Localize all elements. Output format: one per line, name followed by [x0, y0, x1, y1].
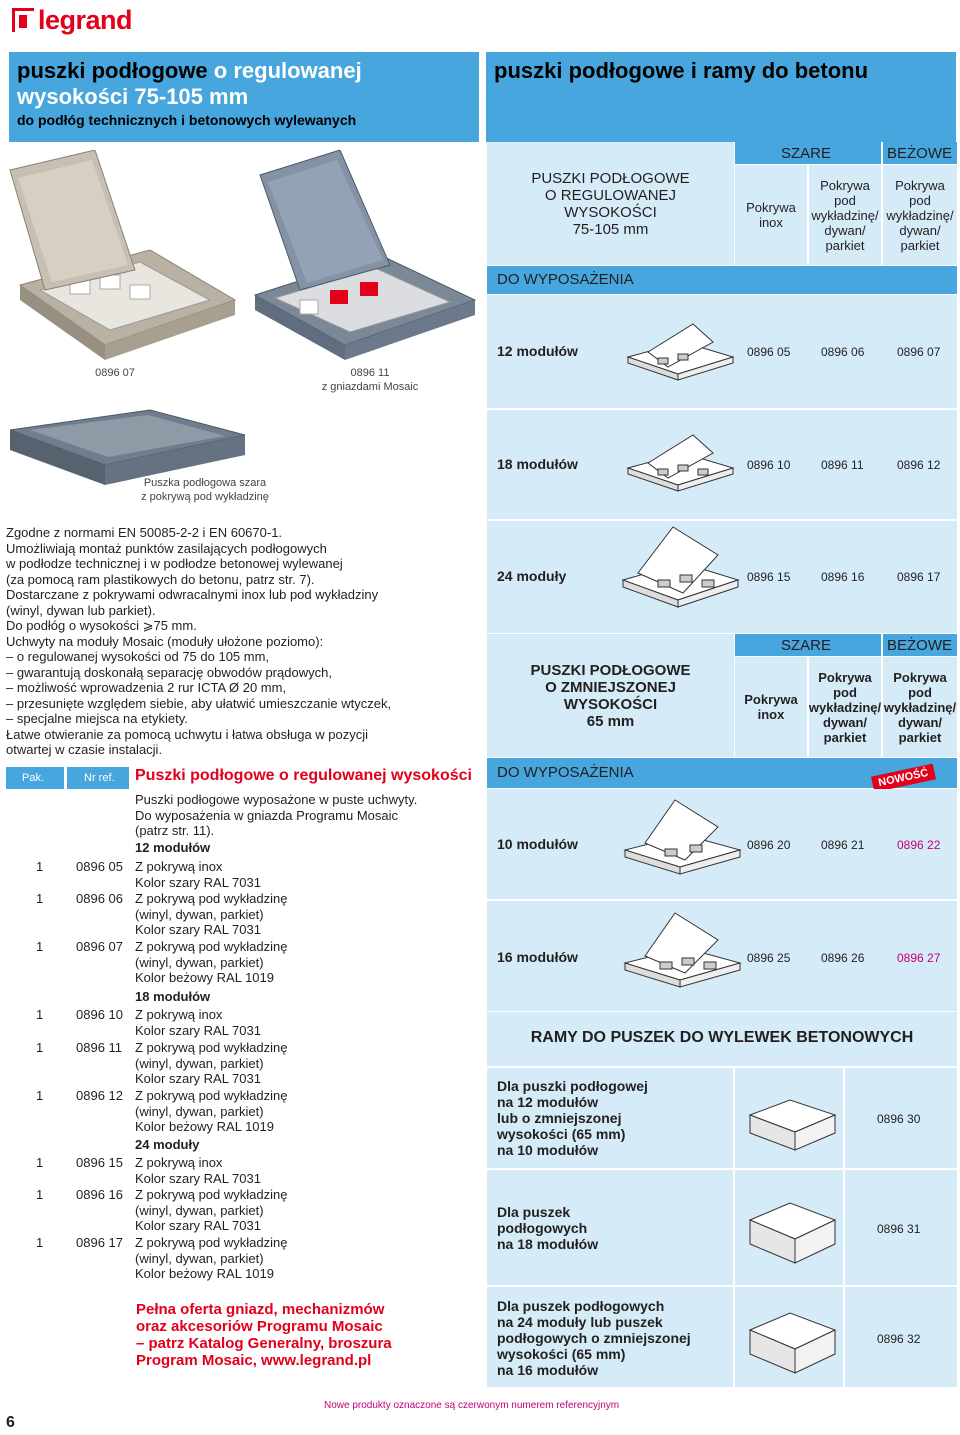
- box-10-drawing: [620, 795, 745, 890]
- list-ref-089607: 0896 07: [76, 939, 123, 954]
- header-left-title-black: puszki podłogowe: [17, 58, 208, 83]
- group-12-header: 12 modułów: [135, 840, 211, 855]
- group-18-header: 18 modułów: [135, 989, 211, 1004]
- list-title: Puszki podłogowe o regulowanej wysokości: [135, 767, 472, 784]
- table1-row2-ref1: 0896 10: [747, 458, 791, 472]
- box-16-drawing: [620, 908, 745, 1003]
- table3-title: RAMY DO PUSZEK DO WYLEWEK BETONOWYCH: [530, 1029, 914, 1046]
- table1-title: PUSZKI PODŁOGOWE O REGULOWANEJ WYSOKOŚCI 75-105 mm: [531, 169, 690, 238]
- photo3-caption-1: Puszka podłogowa szara: [143, 477, 267, 489]
- table1-row3-label: 24 moduły: [497, 568, 567, 584]
- table2-row1-ref3: 0896 22: [897, 838, 941, 852]
- col-pak-header: Pak.: [22, 772, 45, 784]
- table2-grey-label: SZARE: [780, 636, 831, 654]
- floor-box-beige-photo: [0, 150, 240, 360]
- list-ref-089611: 0896 11: [76, 1040, 123, 1055]
- list-ref-089615: 0896 15: [76, 1155, 123, 1170]
- new-badge: NOWOŚĆ: [871, 764, 936, 793]
- box-12-drawing: [623, 322, 738, 382]
- table2-col-pod-grey: Pokrywa pod wykładzinę/ dywan/ parkiet: [808, 669, 882, 745]
- frame-18-drawing: [745, 1185, 840, 1270]
- table1-grey-label: SZARE: [780, 144, 831, 162]
- table1-row3-ref1: 0896 15: [747, 570, 791, 584]
- table1-equip-label: DO WYPOSAŻENIA: [497, 271, 634, 288]
- photo2-caption-desc: z gniazdami Mosaic: [321, 381, 419, 393]
- photo3-caption-2: z pokrywą pod wykładzinę: [141, 491, 269, 503]
- header-right-title: puszki podłogowe i ramy do betonu: [494, 58, 869, 83]
- header-left: [9, 52, 479, 142]
- photo2-caption-ref: 0896 11: [350, 367, 390, 379]
- photo1-caption: 0896 07: [95, 367, 135, 379]
- table1-row2-label: 18 modułów: [497, 456, 578, 472]
- table2-row2-label: 16 modułów: [497, 949, 578, 965]
- table2-row1-ref1: 0896 20: [747, 838, 791, 852]
- list-ref-089605: 0896 05: [76, 859, 123, 874]
- table3-row3-ref: 0896 32: [877, 1332, 921, 1346]
- box-24-drawing: [618, 525, 743, 625]
- description: Zgodne z normami EN 50085-2-2 i EN 60670-1. Umożliwiają montaż punktów zasilających podłogowych w podłodze technicznej i w podłodze betonowej wylewanej (za pomocą ram plastikowych do betonu, patrz str. 7). Dostarczane z pokrywami odwracalnymi inox lub pod wykładziny (winyl, dywan lub parkiet). Do podłóg o wysokości ⩾75 mm. Uchwyty na moduły Mosaic (moduły ułożone poziomo): – o regulowanej wysokości od 75 do 105 mm, – gwarantują doskonałą separację obwodów prądowych, – możliwość wprowadzenia 2 rur ICTA Ø 20 mm, – przesunięte względem siebie, aby ułatwić umieszczanie wtyczek, – specjalne miejsca na etykiety. Łatwe otwieranie za pomocą uchwytu i łatwa obsługa w pozycji otwartej w czasie instalacji.: [6, 525, 392, 757]
- list-ref-089612: 0896 12: [76, 1088, 123, 1103]
- table2-col-pod-beige: Pokrywa pod wykładzinę/ dywan/ parkiet: [883, 669, 957, 745]
- table2-row1-ref2: 0896 21: [821, 838, 865, 852]
- table2-row2-ref1: 0896 25: [747, 951, 791, 965]
- table3-row2-ref: 0896 31: [877, 1222, 921, 1236]
- page-number: 6: [6, 1414, 15, 1431]
- new-products-note: Nowe produkty oznaczone są czerwonym numerem referencyjnym: [324, 1400, 620, 1411]
- table3-row2-desc: Dla puszek podłogowych na 18 modułów: [497, 1204, 599, 1252]
- legrand-logo: [12, 6, 132, 34]
- frame-24-drawing: [745, 1295, 840, 1380]
- col-nr-header: Nr ref.: [84, 772, 115, 784]
- table2-row1-label: 10 modułów: [497, 836, 578, 852]
- header-right: [486, 52, 956, 142]
- table1-col-pod-beige: Pokrywa pod wykładzinę/ dywan/ parkiet: [886, 177, 954, 253]
- list-ref-089606: 0896 06: [76, 891, 123, 906]
- table2-title: PUSZKI PODŁOGOWE O ZMNIEJSZONEJ WYSOKOŚCI 65 mm: [530, 661, 691, 730]
- table1-row1-ref1: 0896 05: [747, 345, 791, 359]
- list-ref-089616: 0896 16: [76, 1187, 123, 1202]
- legrand-mark-icon: [12, 8, 34, 32]
- table1-row1-label: 12 modułów: [497, 343, 578, 359]
- list-ref-089617: 0896 17: [76, 1235, 123, 1250]
- table1-col-inox: Pokrywa inox: [746, 200, 796, 230]
- table1-row2-ref3: 0896 12: [897, 458, 941, 472]
- table1-col-pod-grey: Pokrywa pod wykładzinę/ dywan/ parkiet: [811, 177, 879, 253]
- mosaic-catalog-note: Pełna oferta gniazd, mechanizmów oraz akcesoriów Programu Mosaic – patrz Katalog Generalny, broszura Program Mosaic, www.legrand.pl: [136, 1301, 392, 1369]
- table2-row2-ref2: 0896 26: [821, 951, 865, 965]
- box-18-drawing: [623, 433, 738, 493]
- frame-12-drawing: [745, 1080, 840, 1155]
- table1-row1-ref2: 0896 06: [821, 345, 865, 359]
- table3-row1-ref: 0896 30: [877, 1112, 921, 1126]
- product-list: Puszki podłogowe wyposażone w puste uchwyty. Do wyposażenia w gniazda Programu Mosaic (patrz str. 11). 12 modułów 1 0896 05 Z pokrywą inox Kolor szary RAL 7031 1 0896 06 Z pokrywą pod wykładzinę (winyl, dywan, parkiet) Kolor szary RAL 7031 1 0896 07 Z pokrywą pod wykładzinę (winyl, dywan, parkiet) Kolor beżowy RAL 1019 18 modułów 1 0896 10 Z pokrywą inox Kolor szary RAL 7031 1 0896 11 Z pokrywą pod wykładzinę (winyl, dywan, parkiet) Kolor szary RAL 7031 1 0896 12 Z pokrywą pod wykładzinę (winyl, dywan, parkiet) Kolor beżowy RAL 1019 24 moduły 1 0896 15 Z pokrywą inox Kolor szary RAL 7031 1 0896 16 Z pokrywą pod wykładzinę (winyl, dywan, parkiet) Kolor szary RAL 7031 1 0896 17 Z pokrywą pod wykładzinę (winyl, dywan, parkiet) Kolor beżowy RAL 1019: [0, 792, 480, 1282]
- table1-row3-ref3: 0896 17: [897, 570, 941, 584]
- table2-col-inox: Pokrywa inox: [744, 692, 798, 722]
- list-ref-089610: 0896 10: [76, 1007, 123, 1022]
- group-24-header: 24 moduły: [135, 1137, 200, 1152]
- table1-row2-ref2: 0896 11: [821, 458, 864, 472]
- table2-row2-ref3: 0896 27: [897, 951, 941, 965]
- header-left-title-white: o regulowanej: [207, 58, 362, 83]
- floor-box-gray-photo: [240, 150, 480, 360]
- table1-row3-ref2: 0896 16: [821, 570, 865, 584]
- table3-row3-desc: Dla puszek podłogowych na 24 moduły lub puszek podłogowych o zmniejszonej wysokości (65 mm) na 16 modułów: [497, 1298, 691, 1378]
- table1-row1-ref3: 0896 07: [897, 345, 941, 359]
- table2-beige-label: BEŻOWE: [886, 636, 952, 654]
- table3-row1-desc: Dla puszki podłogowej na 12 modułów lub o zmniejszonej wysokości (65 mm) na 10 modułów: [497, 1078, 648, 1158]
- table2-equip-label: DO WYPOSAŻENIA: [497, 764, 634, 781]
- header-left-title-line2: wysokości 75-105 mm: [17, 84, 249, 109]
- header-left-subtitle: do podłóg technicznych i betonowych wylewanych: [17, 112, 357, 128]
- table1-beige-label: BEŻOWE: [886, 144, 952, 162]
- brand-name: legrand: [38, 4, 133, 35]
